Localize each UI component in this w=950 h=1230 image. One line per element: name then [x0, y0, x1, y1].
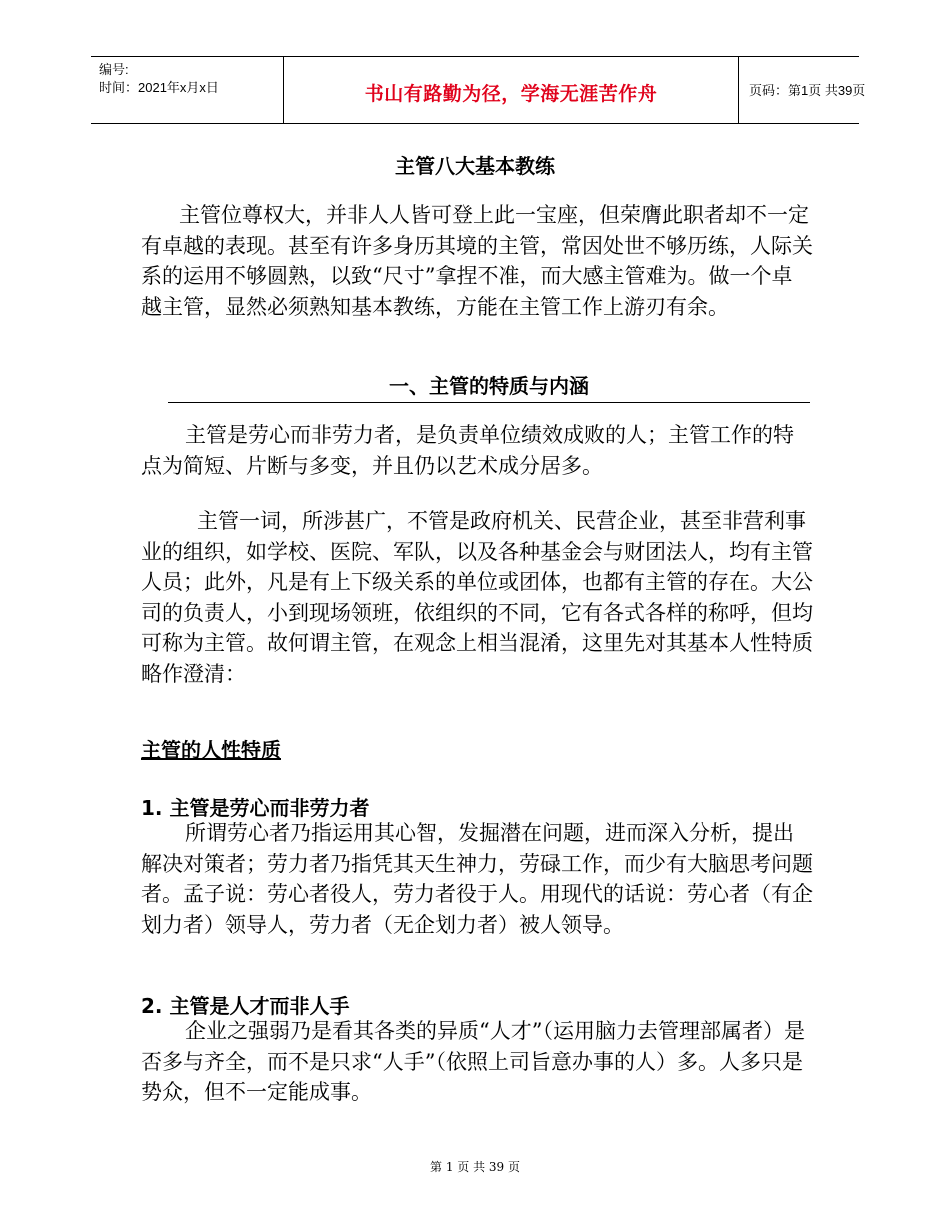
- trait-1-body: [141, 818, 813, 940]
- header-motto-cell: [283, 57, 739, 123]
- section-paragraph-2: [141, 506, 813, 689]
- document-title: 主管八大基本教练: [395, 154, 555, 178]
- serial-label: 编号:: [99, 62, 129, 77]
- trait-1-heading: 1. 主管是劳心而非劳力者: [141, 796, 370, 820]
- header-page-cell: [739, 57, 866, 123]
- trait-2-body: [141, 1016, 813, 1108]
- trait-2-text: 企业之强弱乃是看其各类的异质“人才”（运用脑力去管理部属者）是否多与齐全，而不是只求“人手”（依照上司旨意办事的人）多。人多只是势众，但不一定能成事。: [141, 1019, 805, 1104]
- trait-2-heading: 2. 主管是人才而非人手: [141, 994, 350, 1018]
- section-paragraph-1: [141, 420, 813, 481]
- page-header: [91, 56, 866, 124]
- section-paragraph-1-text: 主管是劳心而非劳力者，是负责单位绩效成败的人；主管工作的特点为简短、片断与多变，并且仍以艺术成分居多。: [141, 423, 794, 478]
- trait-1-text: 所谓劳心者乃指运用其心智，发掘潜在问题，进而深入分析，提出解决对策者；劳力者乃指凭其天生神力，劳碌工作，而少有大脑思考问题者。孟子说：劳心者役人，劳力者役于人。用现代的话说：劳心者（有企划力者）领导人，劳力者（无企划力者）被人领导。: [141, 821, 813, 937]
- page-info: 页码：第1页 共39页: [749, 83, 866, 98]
- traits-heading: 主管的人性特质: [141, 738, 281, 762]
- time-label: 时间：2021年x月x日: [99, 80, 219, 95]
- header-meta-cell: [91, 57, 283, 123]
- page-footer: 第 1 页 共 39 页: [430, 1160, 520, 1174]
- section-paragraph-2-text: 主管一词，所涉甚广，不管是政府机关、民营企业，甚至非营利事业的组织，如学校、医院、军队，以及各种基金会与财团法人，均有主管人员；此外，凡是有上下级关系的单位或团体，也都有主管的存在。大公司的负责人，小到现场领班，依组织的不同，它有各式各样的称呼，但均可称为主管。故何谓主管，在观念上相当混淆，这里先对其基本人性特质略作澄清：: [141, 509, 813, 686]
- section-title: 一、主管的特质与内涵: [168, 370, 810, 403]
- motto: 书山有路勤为径，学海无涯苦作舟: [364, 83, 658, 105]
- intro-paragraph: [141, 200, 813, 322]
- intro-text: 主管位尊权大，并非人人皆可登上此一宝座，但荣膺此职者却不一定有卓越的表现。甚至有许多身历其境的主管，常因处世不够历练，人际关系的运用不够圆熟，以致“尺寸”拿捏不准，而大感主管难为。做一个卓越主管，显然必须熟知基本教练，方能在主管工作上游刃有余。: [141, 203, 813, 319]
